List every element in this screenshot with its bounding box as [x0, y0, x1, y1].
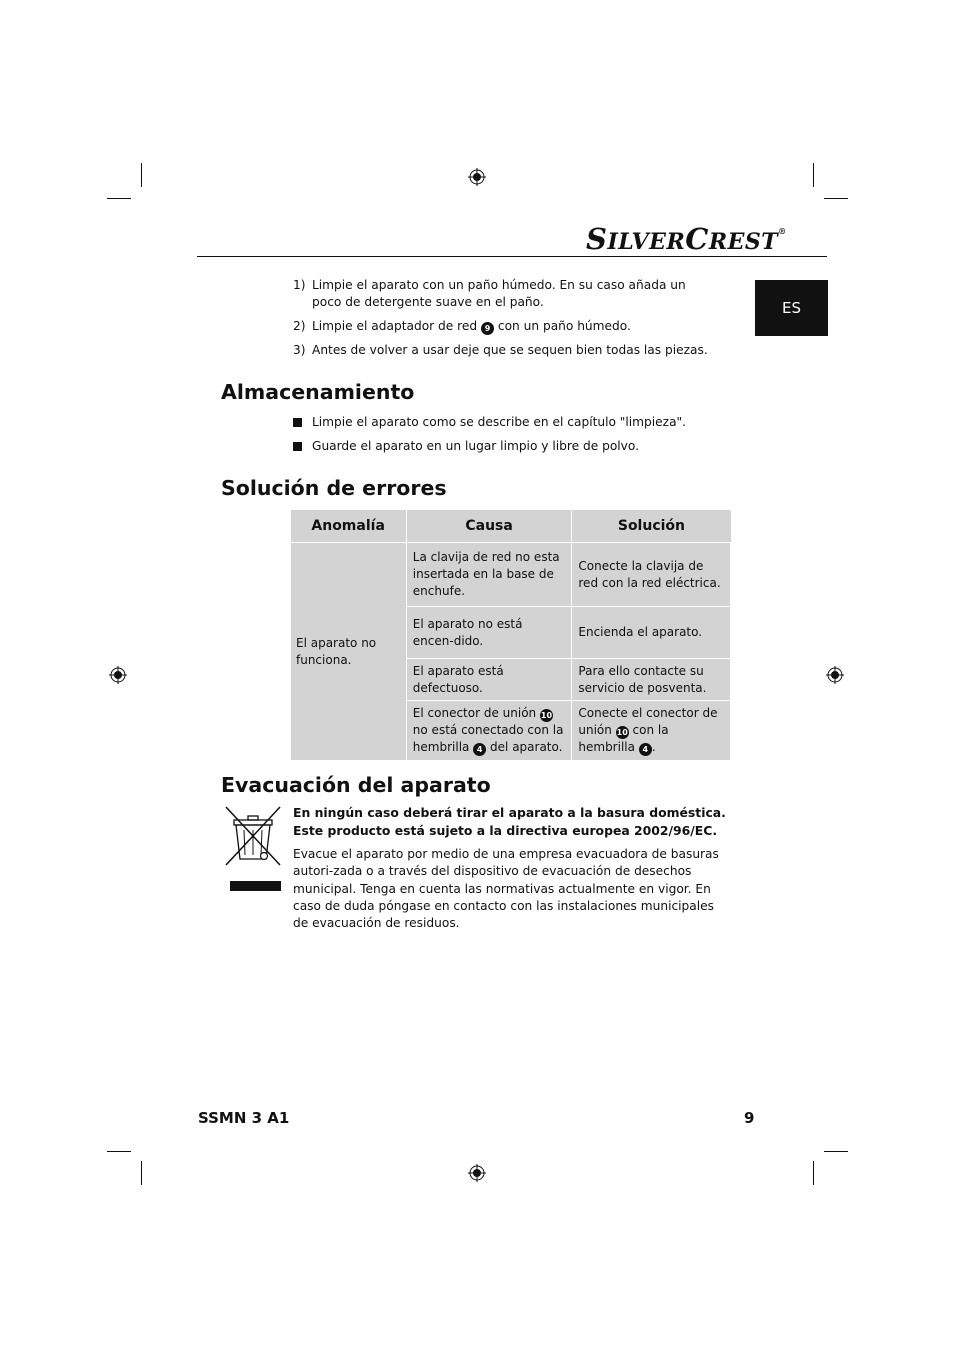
registration-mark-icon: [826, 666, 844, 684]
crop-mark: [813, 163, 814, 187]
crop-mark: [813, 1161, 814, 1185]
crop-mark: [141, 163, 142, 187]
crop-mark: [107, 198, 131, 199]
language-tab: ES: [755, 280, 828, 336]
disposal-warning: En ningún caso deberá tirar el aparato a la basura doméstica. Este producto está sujeto a la directiva europea 2002/96/EC.: [293, 805, 726, 838]
table-cell-solution: Conecte la clavija de red con la red eléctrica.: [572, 543, 731, 607]
disposal-text: Evacue el aparato por medio de una empresa evacuadora de basuras autori-zada o a través del dispositivo de evacuación de desechos municipal. Tenga en cuenta las normativas actualmente en vigor. En caso de duda póngase en contacto con las instalaciones municipales de evacuación de residuos.: [293, 847, 719, 931]
list-item: Guarde el aparato en un lugar limpio y libre de polvo.: [293, 438, 639, 455]
table-cell-cause: El aparato está defectuoso.: [406, 659, 572, 701]
part-number-badge: 10: [540, 711, 553, 720]
table-cell-cause: La clavija de red no esta insertada en la base de enchufe.: [406, 543, 572, 607]
column-header: Solución: [572, 510, 731, 543]
bullet-square-icon: [293, 442, 302, 451]
page-number: 9: [744, 1109, 755, 1127]
part-number-badge: 9: [481, 322, 494, 335]
list-item: Limpie el aparato como se describe en el capítulo "limpieza".: [293, 414, 686, 431]
part-number-badge: 10: [616, 728, 628, 737]
column-header: Causa: [406, 510, 572, 543]
table-cell-anomaly: El aparato no funciona.: [291, 543, 407, 761]
crop-mark: [141, 1161, 142, 1185]
crossed-out-bin-icon: [222, 803, 284, 895]
table-cell-cause: El aparato no está encen-dido.: [406, 607, 572, 659]
model-number: SSMN 3 A1: [198, 1109, 290, 1127]
cleaning-step: 2) Limpie el adaptador de red 9 con un paño húmedo.: [293, 319, 631, 333]
table-cell-solution: Encienda el aparato.: [572, 607, 731, 659]
part-number-badge: 4: [473, 743, 486, 756]
section-heading-troubleshooting: Solución de errores: [221, 476, 447, 500]
crop-mark: [824, 1151, 848, 1152]
header-rule: [197, 256, 827, 257]
bullet-square-icon: [293, 418, 302, 427]
section-heading-disposal: Evacuación del aparato: [221, 773, 491, 797]
section-heading-storage: Almacenamiento: [221, 380, 415, 404]
crop-mark: [107, 1151, 131, 1152]
table-cell-solution: Conecte el conector de unión 10 con la hembrilla 4 .: [572, 701, 731, 761]
registration-mark-icon: [468, 1164, 486, 1182]
crop-mark: [824, 198, 848, 199]
registration-mark-icon: [109, 666, 127, 684]
part-number-badge: 4: [639, 743, 652, 756]
table-cell-cause: El conector de unión 10 no está conectado con la hembrilla 4 del aparato.: [406, 701, 572, 761]
cleaning-step: 3) Antes de volver a usar deje que se sequen bien todas las piezas.: [293, 343, 708, 357]
table-cell-solution: Para ello contacte su servicio de posventa.: [572, 659, 731, 701]
brand-logo: SILVERCREST®: [586, 222, 787, 256]
column-header: Anomalía: [291, 510, 407, 543]
troubleshooting-table: [290, 510, 731, 761]
cleaning-step: 1) Limpie el aparato con un paño húmedo. En su caso añada un poco de detergente suave en el paño.: [293, 278, 686, 309]
registration-mark-icon: [468, 168, 486, 186]
